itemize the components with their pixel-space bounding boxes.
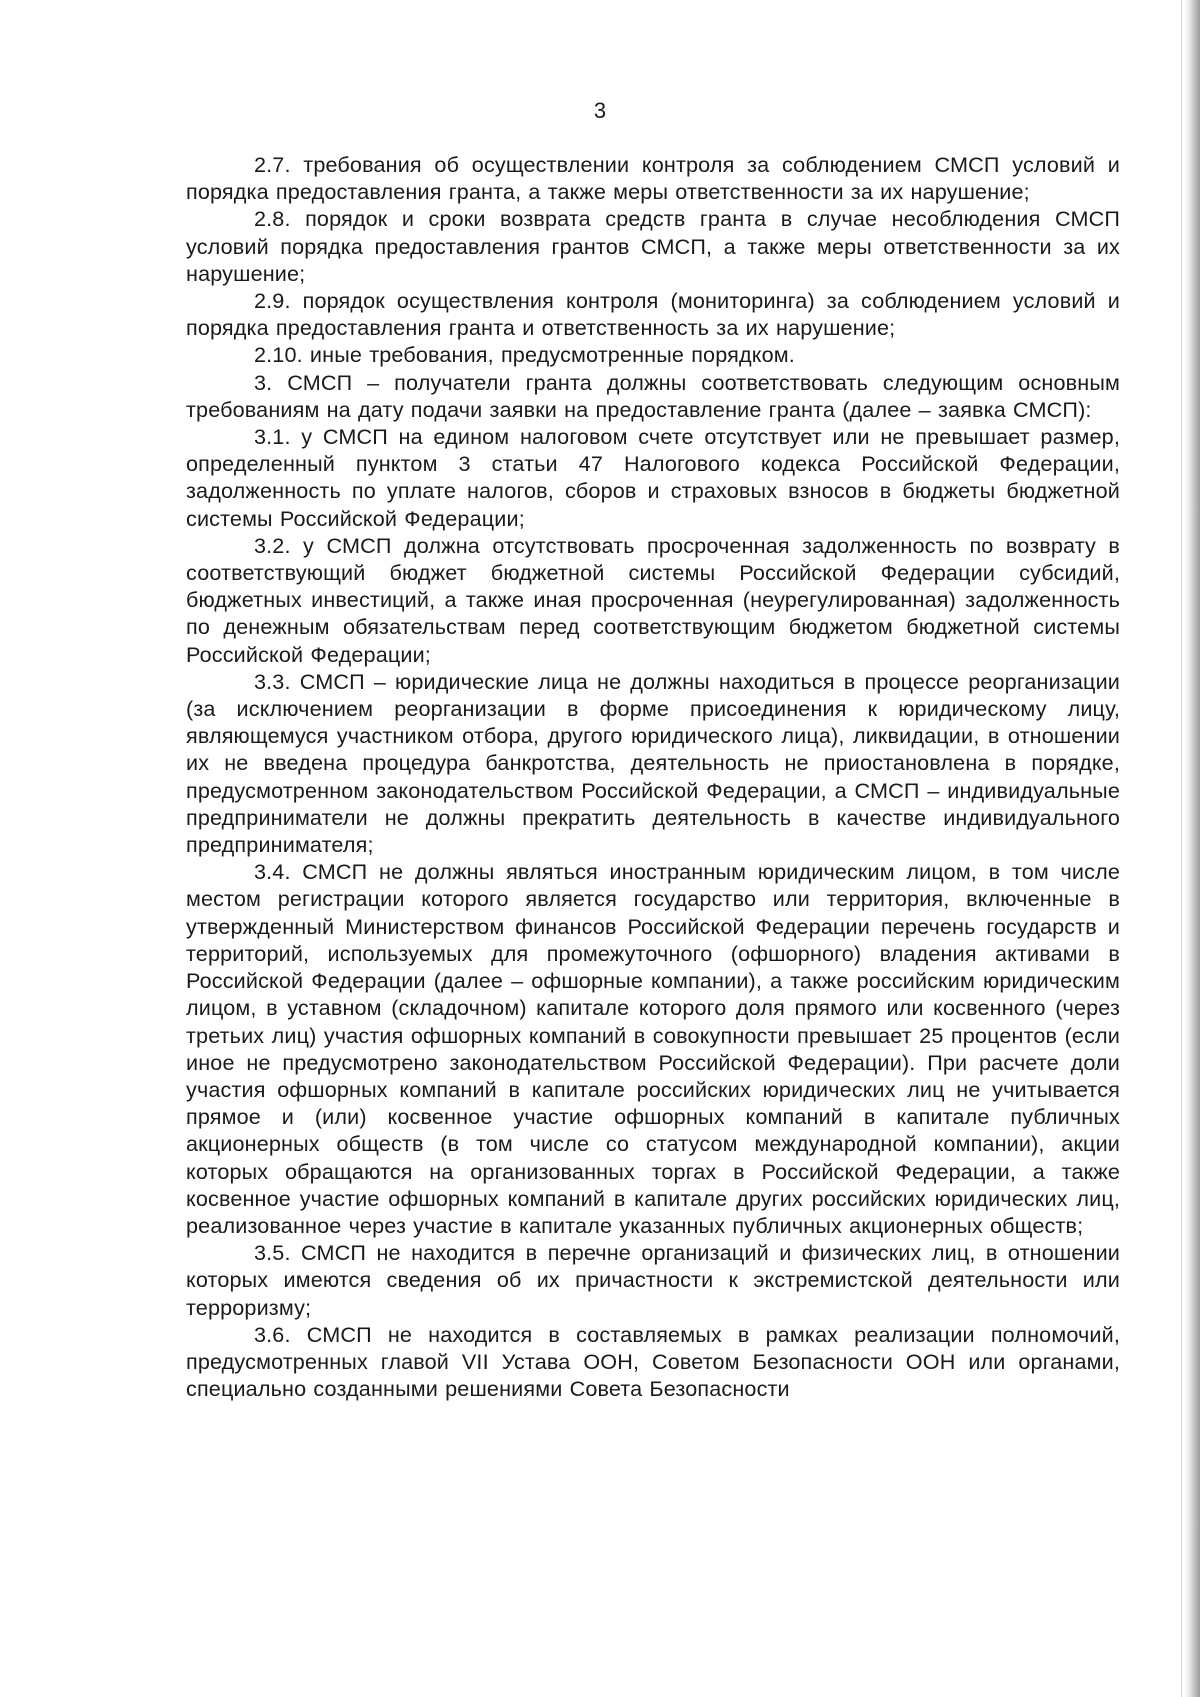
paragraph-2-7: 2.7. требования об осуществлении контроля за соблюдением СМСП условий и порядка предоставления гранта, а также меры ответственности за их нарушение;	[186, 152, 1120, 205]
paragraph-3-5: 3.5. СМСП не находится в перечне организаций и физических лиц, в отношении которых имеются сведения об их причастности к экстремистской деятельности или терроризму;	[186, 1240, 1120, 1320]
page-number: 3	[593, 98, 607, 123]
paragraph-2-9: 2.9. порядок осуществления контроля (мониторинга) за соблюдением условий и порядка предоставления гранта и ответственность за их нарушение;	[186, 288, 1120, 341]
paragraph-3-4: 3.4. СМСП не должны являться иностранным юридическим лицом, в том числе местом регистрации которого является государство или территория, включенные в утвержденный Министерством финансов Российской Федерации перечень государств и территорий, используемых для промежуточного (офшорного) владения активами в Российской Федерации (далее – офшорные компании), а также российским юридическим лицом, в уставном (складочном) капитале которого доля прямого или косвенного (через третьих лиц) участия офшорных компаний в совокупности превышает 25 процентов (если иное не предусмотрено законодательством Российской Федерации). При расчете доли участия офшорных компаний в капитале российских юридических лиц не учитывается прямое и (или) косвенное участие офшорных компаний в капитале публичных акционерных обществ (в том числе со статусом международной компании), акции которых обращаются на организованных торгах в Российской Федерации, а также косвенное участие офшорных компаний в капитале других российских юридических лиц, реализованное через участие в капитале указанных публичных акционерных обществ;	[186, 859, 1120, 1238]
paragraph-3: 3. СМСП – получатели гранта должны соответствовать следующим основным требованиям на дату подачи заявки на предоставление гранта (далее – заявка СМСП):	[186, 369, 1120, 422]
paragraph-3-1: 3.1. у СМСП на едином налоговом счете отсутствует или не превышает размер, определенный пунктом 3 статьи 47 Налогового кодекса Российской Федерации, задолженность по уплате налогов, сборов и страховых взносов в бюджеты бюджетной системы Российской Федерации;	[186, 424, 1120, 531]
scan-edge-shadow	[1184, 0, 1200, 1697]
paragraph-3-3: 3.3. СМСП – юридические лица не должны находиться в процессе реорганизации (за исключением реорганизации в форме присоединения к юридическому лицу, являющемуся участником отбора, другого юридического лица), ликвидации, в отношении их не введена процедура банкротства, деятельность не приостановлена в порядке, предусмотренном законодательством Российской Федерации, а СМСП – индивидуальные предприниматели не должны прекратить деятельность в качестве индивидуального предпринимателя;	[186, 668, 1120, 858]
paragraph-2-8: 2.8. порядок и сроки возврата средств гранта в случае несоблюдения СМСП условий порядка предоставления грантов СМСП, а также меры ответственности за их нарушение;	[186, 206, 1120, 286]
paragraph-3-6: 3.6. СМСП не находится в составляемых в рамках реализации полномочий, предусмотренных главой VII Устава ООН, Советом Безопасности ООН или органами, специально созданными решениями Совета Безопасности	[186, 1321, 1120, 1402]
paragraph-3-2: 3.2. у СМСП должна отсутствовать просроченная задолженность по возврату в соответствующий бюджет бюджетной системы Российской Федерации субсидий, бюджетных инвестиций, а также иная просроченная (неурегулированная) задолженность по денежным обязательствам перед соответствующим бюджетом бюджетной системы Российской Федерации;	[186, 532, 1120, 667]
paragraph-2-10: 2.10. иные требования, предусмотренные порядком.	[254, 342, 795, 368]
document-body	[186, 151, 1120, 1402]
page-edge-line	[1181, 0, 1182, 1697]
